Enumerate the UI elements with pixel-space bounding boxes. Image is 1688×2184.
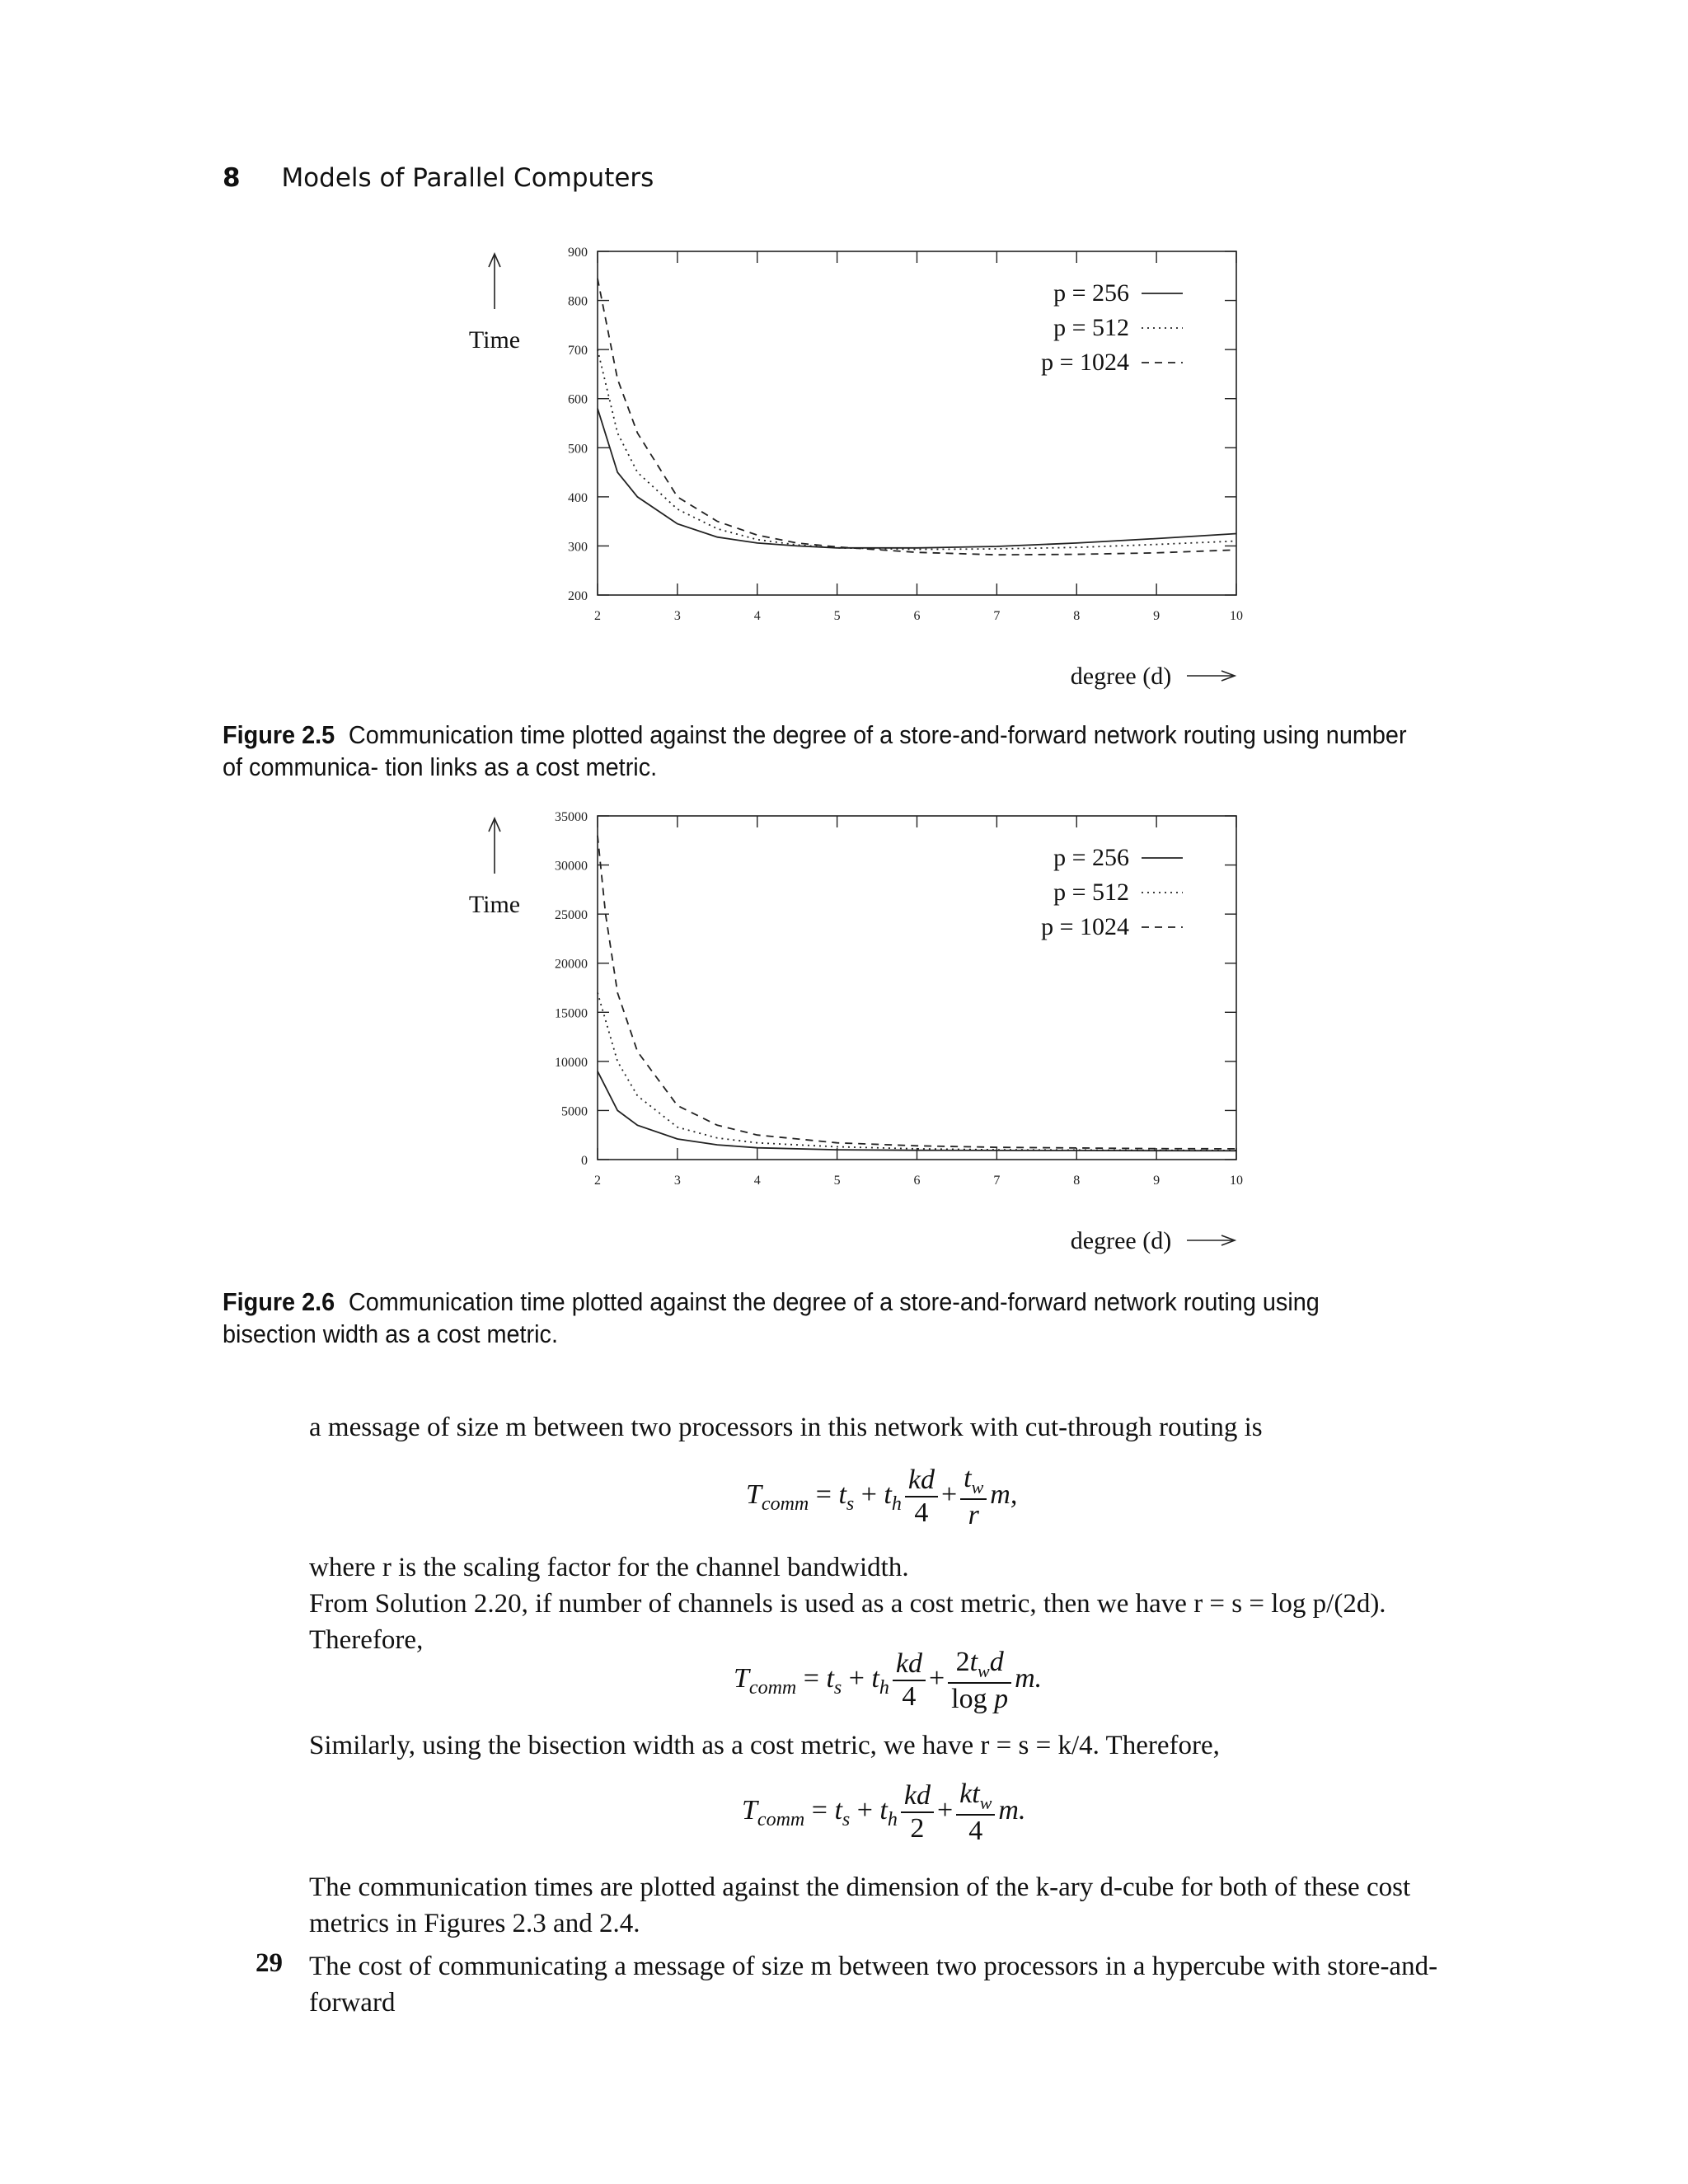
caption-text: Communication time plotted against the degree of a store-and-forward network routing using bisection width as a cost metric. <box>223 1287 1320 1348</box>
y-tick-label: 15000 <box>555 1006 588 1021</box>
series-line-dotted <box>598 349 1236 549</box>
x-tick-label: 3 <box>673 1174 681 1188</box>
series-line-dotted <box>598 993 1236 1151</box>
y-tick-label: 0 <box>581 1154 588 1168</box>
y-tick-label: 30000 <box>555 859 588 874</box>
x-tick-label: 6 <box>913 609 921 623</box>
figure-2-5 <box>429 247 1302 696</box>
paragraph-4: Similarly, using the bisection width as a cost metric, we have r = s = k/4. Therefore, <box>309 1731 1220 1760</box>
y-tick-label: 20000 <box>555 957 588 972</box>
chart-figure-2-6 <box>429 812 1302 1261</box>
y-tick-label: 900 <box>568 247 588 260</box>
series-line-solid <box>598 409 1236 548</box>
x-axis-title: degree (d) <box>1070 1227 1172 1254</box>
x-tick-label: 2 <box>594 609 601 623</box>
x-tick-label: 8 <box>1073 1174 1081 1188</box>
x-tick-label: 2 <box>594 1174 601 1188</box>
chart-figure-2-5 <box>429 247 1302 696</box>
y-tick-label: 200 <box>568 589 588 603</box>
x-tick-label: 6 <box>913 1174 921 1188</box>
y-tick-label: 500 <box>568 442 588 457</box>
running-header <box>223 163 654 193</box>
legend-label: p = 512 <box>1053 314 1129 341</box>
figure-2-5-caption <box>223 719 1407 783</box>
plot-frame <box>598 816 1236 1160</box>
paragraph-1: a message of size m between two processors in this network with cut-through routing is <box>309 1413 1263 1442</box>
y-tick-label: 400 <box>568 490 588 505</box>
page-number: 8 <box>223 163 241 193</box>
y-tick-label: 5000 <box>561 1104 588 1119</box>
equation-1: $T_{comm} = t_s + t_h$ $\frac{kd}{4}$ + $\frac{t_w}{r}$ m, <box>746 1463 1018 1530</box>
figure-2-6-caption <box>223 1286 1407 1350</box>
x-tick-label: 4 <box>753 609 761 623</box>
legend-label: p = 1024 <box>1041 349 1129 376</box>
paragraph-5: The communication times are plotted against the dimension of the k-ary d-cube for both of these cost metrics in Figures 2.3 and 2.4. <box>309 1872 1411 1938</box>
plot-frame <box>598 251 1236 595</box>
equation-2: $T_{comm} = t_s + t_h$ $\frac{kd}{4}$ + $\frac{2t_wd}{\text{log p}}$ m. <box>734 1647 1043 1714</box>
series-line-dashed <box>598 279 1236 555</box>
solution-number: 29 <box>256 1948 283 1978</box>
running-title: Models of Parallel Computers <box>281 163 654 193</box>
x-tick-label: 4 <box>753 1174 761 1188</box>
paragraph-6: The cost of communicating a message of size m between two processors in a hypercube with store-and-forward <box>309 1952 1438 2018</box>
y-tick-label: 35000 <box>555 812 588 824</box>
x-tick-label: 7 <box>993 1174 1001 1188</box>
x-tick-label: 9 <box>1153 609 1160 623</box>
y-tick-label: 600 <box>568 392 588 407</box>
x-axis-title: degree (d) <box>1070 663 1172 690</box>
legend-label: p = 512 <box>1053 879 1129 906</box>
legend-label: p = 1024 <box>1041 913 1129 940</box>
x-tick-label: 3 <box>673 609 681 623</box>
paragraph-2: where r is the scaling factor for the channel bandwidth. <box>309 1553 909 1582</box>
x-tick-label: 10 <box>1230 609 1243 623</box>
x-tick-label: 8 <box>1073 609 1081 623</box>
caption-label: Figure 2.6 <box>223 1287 335 1316</box>
x-tick-label: 5 <box>833 609 841 623</box>
y-tick-label: 800 <box>568 294 588 309</box>
y-tick-label: 300 <box>568 540 588 555</box>
y-tick-label: 10000 <box>555 1055 588 1070</box>
series-line-solid <box>598 1071 1236 1151</box>
x-tick-label: 9 <box>1153 1174 1160 1188</box>
y-axis-title: Time <box>468 891 521 918</box>
caption-text: Communication time plotted against the degree of a store-and-forward network routing using number of communica- tion links as a cost metric. <box>223 720 1407 781</box>
x-tick-label: 7 <box>993 609 1001 623</box>
x-tick-label: 5 <box>833 1174 841 1188</box>
legend-label: p = 256 <box>1053 279 1129 307</box>
paragraph-3: From Solution 2.20, if number of channels is used as a cost metric, then we have r = s = log p/(2d). <box>309 1589 1386 1619</box>
figure-2-6 <box>429 812 1302 1261</box>
caption-label: Figure 2.5 <box>223 720 335 749</box>
y-tick-label: 25000 <box>555 908 588 923</box>
y-tick-label: 700 <box>568 344 588 359</box>
equation-3: $T_{comm} = t_s + t_h$ $\frac{kd}{2}$ + $\frac{kt_w}{4}$ m. <box>742 1779 1026 1846</box>
paragraph-3-cont: Therefore, <box>309 1625 424 1655</box>
legend-label: p = 256 <box>1053 844 1129 871</box>
x-tick-label: 10 <box>1230 1174 1243 1188</box>
y-axis-title: Time <box>468 326 521 354</box>
series-line-dashed <box>598 836 1236 1149</box>
